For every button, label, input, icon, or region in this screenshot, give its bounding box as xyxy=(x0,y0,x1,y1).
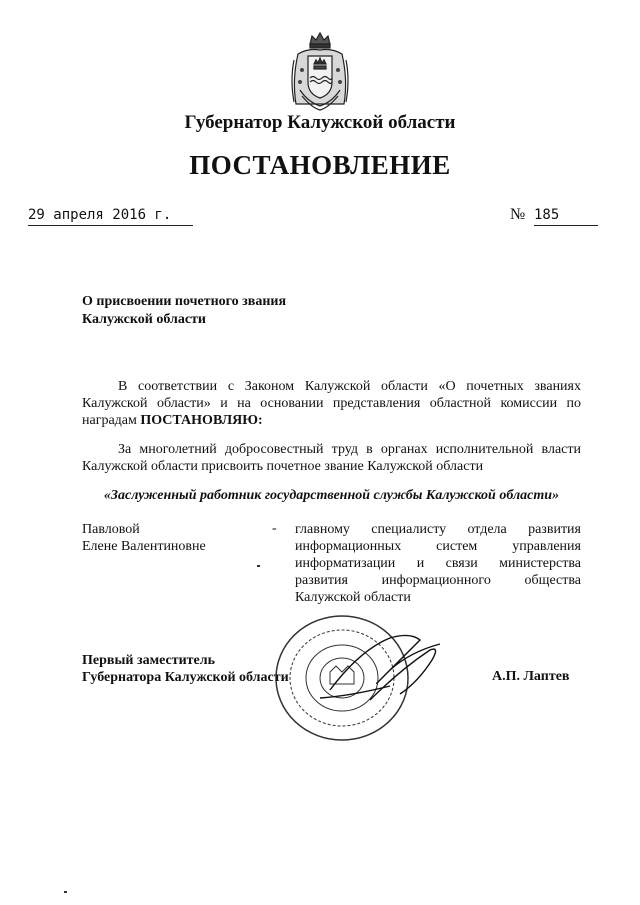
subject-line-1: О присвоении почетного звания xyxy=(82,294,287,309)
honorary-title: «Заслуженный работник государственной службы Калужской области» xyxy=(103,488,560,503)
preamble-paragraph xyxy=(82,378,581,429)
signer-title-line-1: Первый заместитель xyxy=(82,653,215,668)
preamble-text: В соответствии с Законом Калужской области «О почетных званиях Калужской области» и на основании представления областной комиссии по наградам xyxy=(82,379,581,428)
document-date: 29 апреля 2016 г. xyxy=(28,207,193,226)
document-number: 185 xyxy=(534,207,598,226)
signer-title xyxy=(82,652,289,686)
recipient-position: главному специалисту отдела развития информационных систем управления информатизации и связи министерства развития информационного общества Калужской области xyxy=(295,522,581,605)
document-type-heading: ПОСТАНОВЛЕНИЕ xyxy=(189,150,451,180)
recipient-given-names: Елене Валентиновне xyxy=(82,539,206,554)
issuing-authority: Губернатор Калужской области xyxy=(184,112,456,133)
scan-speck xyxy=(64,891,67,893)
recipient-surname: Павловой xyxy=(82,522,140,537)
decree-paragraph xyxy=(82,441,581,475)
decree-text: За многолетний добросовестный труд в органах исполнительной власти Калужской области присвоить почетное звание Калужской области xyxy=(82,442,581,474)
signer-title-line-2: Губернатора Калужской области xyxy=(82,670,289,685)
kaluga-coat-of-arms-icon xyxy=(288,30,352,112)
resolve-keyword: ПОСТАНОВЛЯЮ: xyxy=(140,413,263,428)
recipient-name xyxy=(82,521,206,555)
document-subject xyxy=(82,293,286,329)
subject-line-2: Калужской области xyxy=(82,312,206,327)
handwritten-signature-icon xyxy=(300,630,450,710)
recipient-separator: - xyxy=(272,521,277,536)
signer-name: А.П. Лаптев xyxy=(492,669,570,684)
document-number-label: № xyxy=(510,206,526,223)
scan-speck xyxy=(257,565,260,567)
